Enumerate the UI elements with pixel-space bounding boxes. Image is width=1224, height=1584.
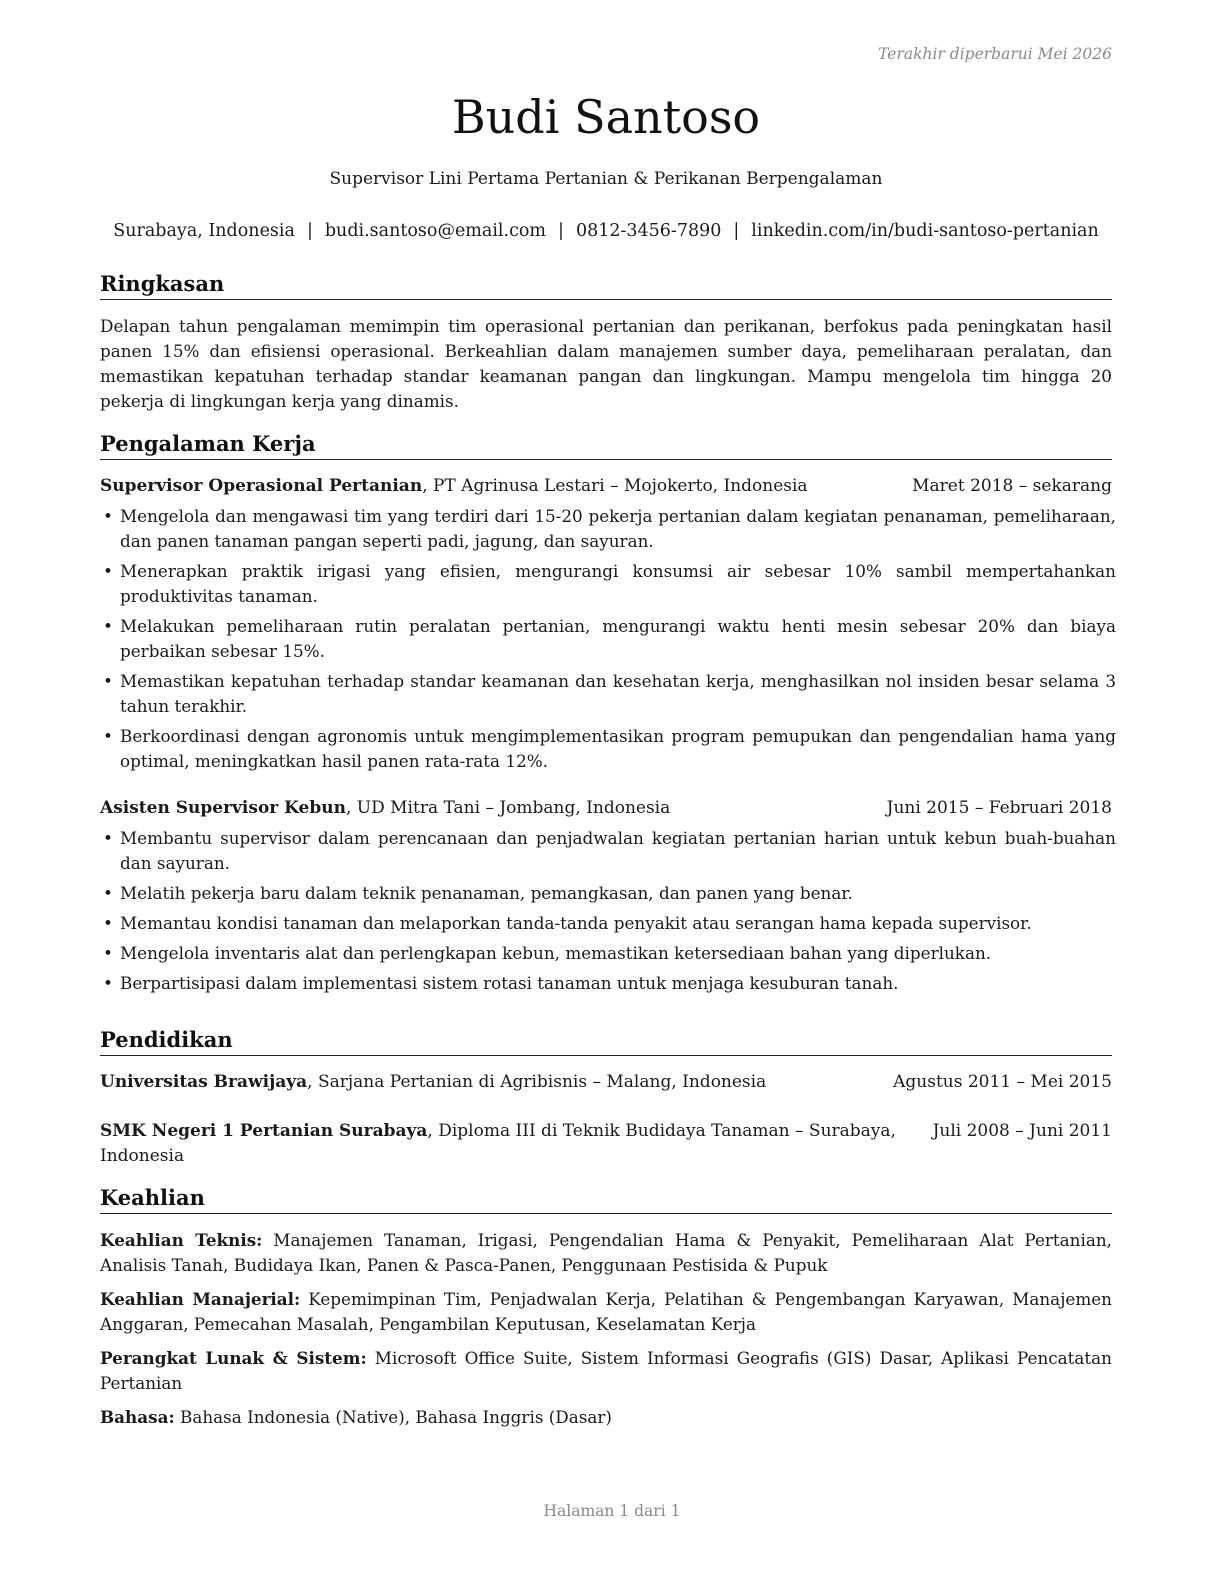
contact-separator: | xyxy=(558,221,564,241)
job-org: , UD Mitra Tani – Jombang, Indonesia xyxy=(345,798,671,818)
contact-phone: 0812-3456-7890 xyxy=(575,221,722,241)
education-dates: Agustus 2011 – Mei 2015 xyxy=(893,1072,1112,1092)
job-org: , PT Agrinusa Lestari – Mojokerto, Indonesia xyxy=(422,476,808,496)
job-dates: Maret 2018 – sekarang xyxy=(912,476,1112,496)
bullet-icon: • xyxy=(103,973,113,993)
contact-separator: | xyxy=(306,221,313,241)
job-bullets xyxy=(100,504,1116,779)
bullet-icon: • xyxy=(103,616,113,636)
education-entry xyxy=(100,1070,1112,1095)
skill-row xyxy=(100,1405,1112,1430)
bullet-icon: • xyxy=(103,671,113,691)
contact-linkedin[interactable]: linkedin.com/in/budi-santoso-pertanian xyxy=(751,221,1099,241)
list-item: • Mengelola dan mengawasi tim yang terdiri dari 15-20 pekerja pertanian dalam kegiatan penanaman, pemeliharaan, dan panen tanaman pangan seperti padi, jagung, dan sayuran. xyxy=(103,506,1116,551)
page-number: Halaman 1 dari 1 xyxy=(543,1502,681,1520)
job-header xyxy=(100,796,1112,821)
list-item: • Melakukan pemeliharaan rutin peralatan pertanian, mengurangi waktu henti mesin sebesar 20% dan biaya perbaikan sebesar 15%. xyxy=(103,616,1116,661)
skill-label: Keahlian Manajerial: xyxy=(100,1289,301,1309)
skill-label: Perangkat Lunak & Sistem: xyxy=(100,1348,367,1368)
skill-text: Kepemimpinan Tim, Penjadwalan Kerja, Pelatihan & Pengembangan Karyawan, Manajemen Anggaran, Pemecahan Masalah, Pengambilan Keputusan, Keselamatan Kerja xyxy=(100,1289,1112,1334)
candidate-title: Supervisor Lini Pertama Pertanian & Perikanan Berpengalaman xyxy=(329,169,883,189)
candidate-name: Budi Santoso xyxy=(451,90,761,144)
skill-text: Microsoft Office Suite, Sistem Informasi Geografis (GIS) Dasar, Aplikasi Pencatatan Pertanian xyxy=(100,1348,1112,1393)
list-item: • Mengelola inventaris alat dan perlengkapan kebun, memastikan ketersediaan bahan yang diperlukan. xyxy=(100,941,1116,966)
last-updated: Terakhir diperbarui Mei 2026 xyxy=(878,45,1112,63)
bullet-icon: • xyxy=(103,943,113,963)
job-bullets xyxy=(100,826,1116,1001)
list-item: • Memastikan kepatuhan terhadap standar keamanan dan kesehatan kerja, menghasilkan nol insiden besar selama 3 tahun terakhir. xyxy=(103,671,1116,716)
skill-label: Bahasa: xyxy=(100,1407,175,1427)
skill-label: Keahlian Teknis: xyxy=(100,1230,263,1250)
contact-separator: | xyxy=(733,221,740,241)
summary-text: Delapan tahun pengalaman memimpin tim operasional pertanian dan perikanan, berfokus pada peningkatan hasil panen 15% dan efisiensi operasional. Berkeahlian dalam manajemen sumber daya, pemeliharaan peralatan, dan memastikan kepatuhan terhadap standar keamanan pangan dan lingkungan. Mampu mengelola tim hingga 20 pekerja di lingkungan kerja yang dinamis. xyxy=(100,316,1112,411)
skill-row xyxy=(100,1346,1112,1396)
list-item: • Berkoordinasi dengan agronomis untuk mengimplementasikan program pemupukan dan pengendalian hama yang optimal, meningkatkan hasil panen rata-rata 12%. xyxy=(103,726,1116,771)
education-dates: Juli 2008 – Juni 2011 xyxy=(932,1121,1112,1141)
job-dates: Juni 2015 – Februari 2018 xyxy=(886,798,1112,818)
bullet-icon: • xyxy=(103,561,113,581)
bullet-icon: • xyxy=(103,726,113,746)
section-heading-skills: Keahlian xyxy=(100,1182,1112,1214)
section-heading-experience: Pengalaman Kerja xyxy=(100,428,1112,460)
skill-text: Manajemen Tanaman, Irigasi, Pengendalian Hama & Penyakit, Pemeliharaan Alat Pertanian, Analisis Tanah, Budidaya Ikan, Panen & Pasca-Panen, Penggunaan Pestisida & Pupuk xyxy=(100,1230,1112,1275)
list-item: • Menerapkan praktik irigasi yang efisien, mengurangi konsumsi air sebesar 10% sambil mempertahankan produktivitas tanaman. xyxy=(103,561,1116,606)
job-role: Supervisor Operasional Pertanian xyxy=(100,476,423,496)
contact-email[interactable]: budi.santoso@email.com xyxy=(324,221,547,241)
list-item: • Membantu supervisor dalam perencanaan dan penjadwalan kegiatan pertanian harian untuk kebun buah-buahan dan sayuran. xyxy=(103,828,1116,873)
bullet-icon: • xyxy=(103,506,113,526)
bullet-icon: • xyxy=(103,913,113,933)
education-entry xyxy=(100,1119,1112,1169)
skill-row xyxy=(100,1228,1112,1278)
school-name: Universitas Brawijaya xyxy=(100,1072,308,1092)
skill-row xyxy=(100,1287,1112,1337)
list-item: • Berpartisipasi dalam implementasi sistem rotasi tanaman untuk menjaga kesuburan tanah. xyxy=(100,971,1116,996)
skill-text: Bahasa Indonesia (Native), Bahasa Inggris (Dasar) xyxy=(174,1407,612,1427)
bullet-icon: • xyxy=(103,883,113,903)
list-item: • Melatih pekerja baru dalam teknik penanaman, pemangkasan, dan panen yang benar. xyxy=(100,881,1116,906)
list-item: • Memantau kondisi tanaman dan melaporkan tanda-tanda penyakit atau serangan hama kepada supervisor. xyxy=(100,911,1116,936)
degree-detail: , Sarjana Pertanian di Agribisnis – Malang, Indonesia xyxy=(307,1072,767,1092)
degree-detail: , Diploma III di Teknik Budidaya Tanaman – Surabaya, Indonesia xyxy=(100,1121,896,1166)
section-heading-summary: Ringkasan xyxy=(100,268,1112,300)
school-name: SMK Negeri 1 Pertanian Surabaya xyxy=(100,1121,428,1141)
job-header xyxy=(100,474,1112,499)
contact-location: Surabaya, Indonesia xyxy=(113,221,295,241)
job-role: Asisten Supervisor Kebun xyxy=(100,798,346,818)
contact-line xyxy=(100,219,1112,243)
bullet-icon: • xyxy=(103,828,113,848)
section-heading-education: Pendidikan xyxy=(100,1024,1112,1056)
